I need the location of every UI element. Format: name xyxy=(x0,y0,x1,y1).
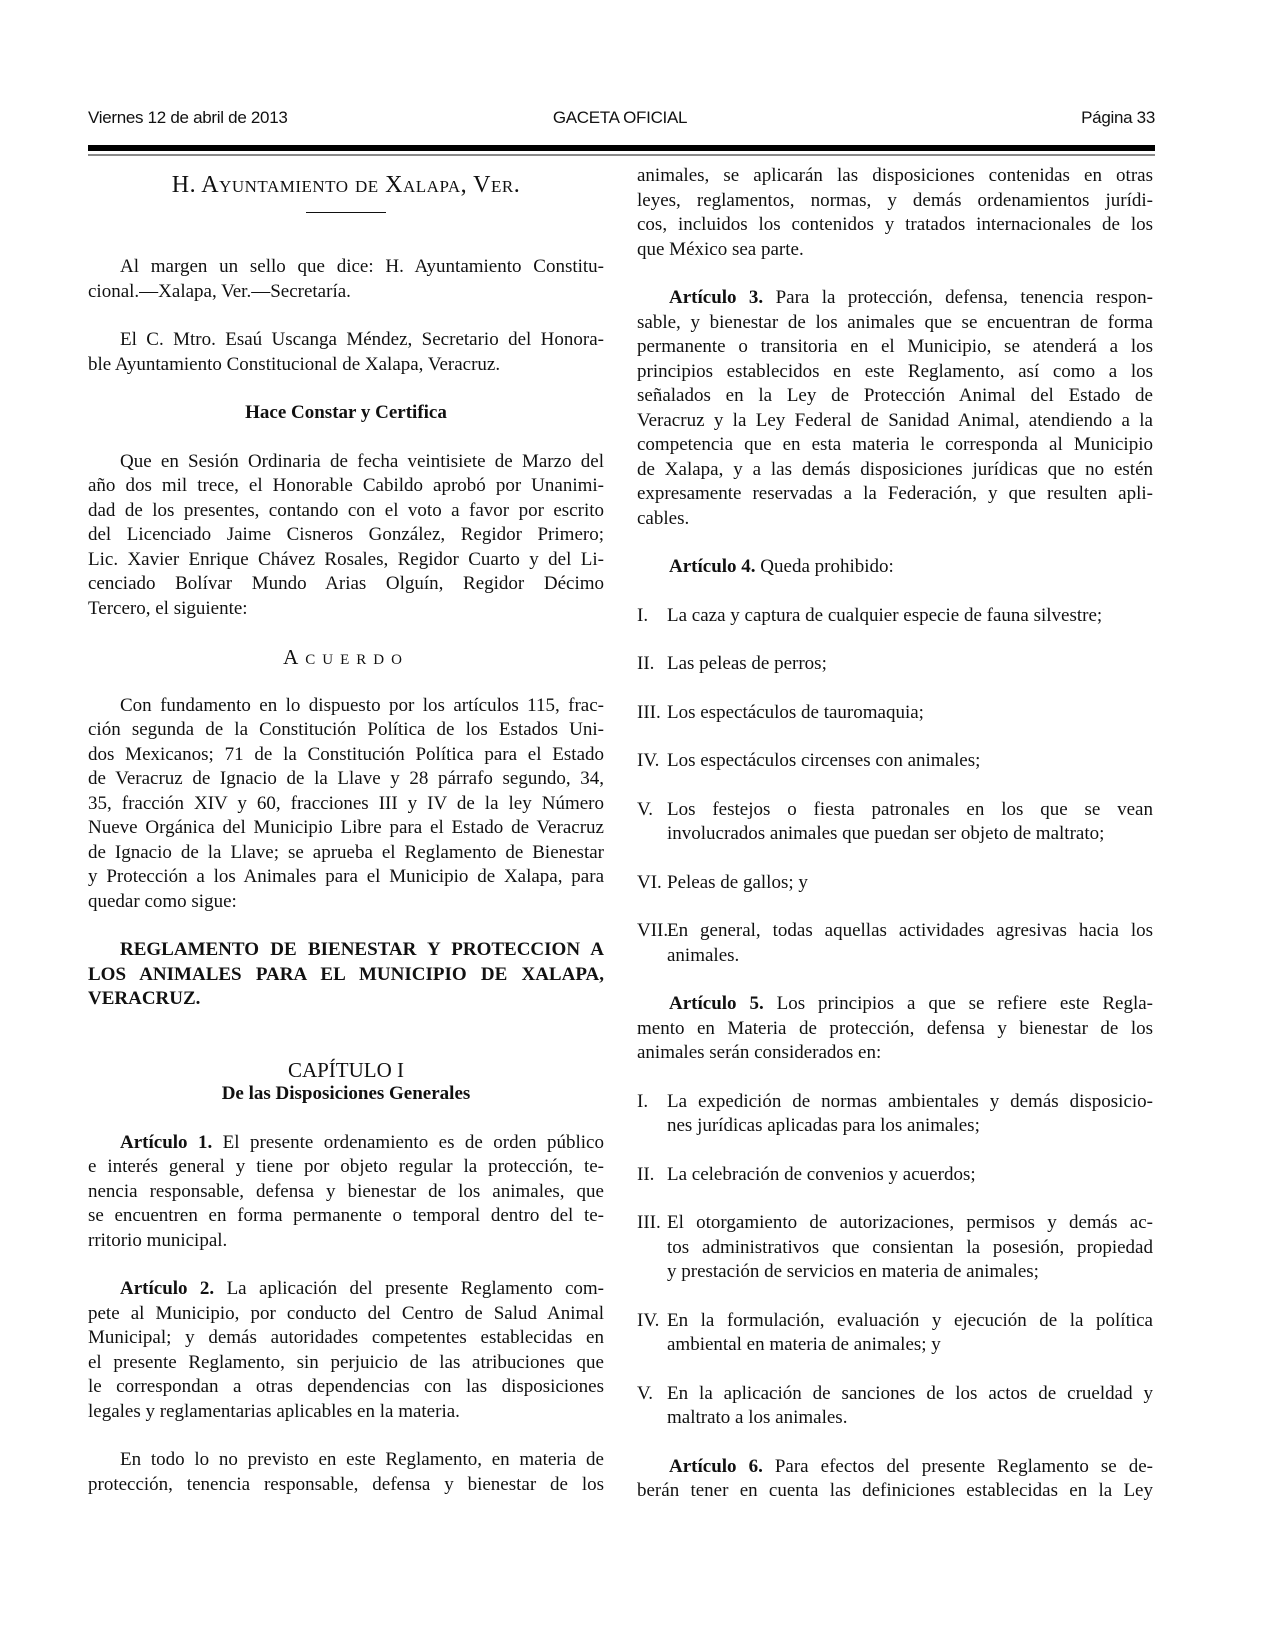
paragraph-line: Municipal; y demás autoridades competentes establecidas en xyxy=(88,1327,604,1348)
paragraph-line: Que en Sesión Ordinaria de fecha veintisiete de Marzo del xyxy=(120,450,604,472)
list-item-line: Peleas de gallos; y xyxy=(667,871,808,893)
list-item-line: La celebración de convenios y acuerdos; xyxy=(667,1163,976,1185)
paragraph-line: ción segunda de la Constitución Política de los Estados Uni- xyxy=(88,719,604,740)
paragraph-line xyxy=(88,1277,604,1302)
paragraph-line: expresamente reservadas a la Federación, y que resulten apli- xyxy=(637,483,1153,504)
paragraph-line: e interés general y tiene por objeto regular la protección, te- xyxy=(88,1156,604,1177)
paragraph-line: que México sea parte. xyxy=(637,238,804,260)
list-item xyxy=(637,1090,1153,1139)
list-item-line: maltrato a los animales. xyxy=(667,1407,848,1428)
paragraph-line: se encuentren en forma permanente o temporal dentro del te- xyxy=(88,1205,604,1226)
spacer xyxy=(637,774,1153,798)
paragraph-line xyxy=(637,992,1153,1017)
spacer xyxy=(637,1358,1153,1382)
paragraph-line: Veracruz y la Ley Federal de Sanidad Animal, atendiendo a la xyxy=(637,409,1153,431)
list-item xyxy=(637,749,1153,774)
header-publication: GACETA OFICIAL xyxy=(552,108,688,127)
secretary-paragraph xyxy=(88,328,604,377)
regulation-title-line: LOS ANIMALES PARA EL MUNICIPIO DE XALAPA, xyxy=(88,963,604,985)
paragraph-line: El C. Mtro. Esaú Uscanga Méndez, Secretario del Honora- xyxy=(120,329,604,350)
article-6 xyxy=(637,1455,1153,1504)
list-item-line: ambiental en materia de animales; y xyxy=(667,1334,941,1355)
right-column xyxy=(637,164,1153,1504)
paragraph-line: Lic. Xavier Enrique Chávez Rosales, Regidor Cuarto y del Li- xyxy=(88,548,604,570)
certify-heading: Hace Constar y Certifica xyxy=(245,402,447,423)
list-item-number: III. xyxy=(637,701,661,723)
article-4-list xyxy=(637,604,1153,993)
paragraph-line: dos Mexicanos; 71 de la Constitución Política para el Estado xyxy=(88,743,604,765)
list-item-line: La caza y captura de cualquier especie de fauna silvestre; xyxy=(667,604,1103,626)
header-page-number: Página 33 xyxy=(1081,108,1155,127)
paragraph-line: sable, y bienestar de los animales que se encuentran de forma xyxy=(637,311,1153,333)
paragraph-line: Con fundamento en lo dispuesto por los artículos 115, frac- xyxy=(120,694,604,716)
spacer xyxy=(637,1285,1153,1309)
list-item-number: VII. xyxy=(637,920,669,941)
paragraph-line: de Xalapa, y a las demás disposiciones jurídicas que no estén xyxy=(637,458,1153,480)
paragraph-line: En todo lo no previsto en este Reglamento, en materia de xyxy=(120,1449,604,1470)
article-label: Artículo 6. xyxy=(669,1455,763,1477)
list-item-line: Las peleas de perros; xyxy=(667,653,827,674)
paragraph-line: mento en Materia de protección, defensa y bienestar de los xyxy=(637,1017,1153,1039)
article-text: La aplicación del presente Reglamento com- xyxy=(214,1278,604,1299)
spacer xyxy=(637,847,1153,871)
list-item-number: V. xyxy=(637,798,654,820)
article-text: Para la protección, defensa, tenencia respon- xyxy=(763,287,1153,308)
spacer xyxy=(637,725,1153,749)
paragraph-line: señalados en la Ley de Protección Animal del Estado de xyxy=(637,385,1153,406)
agreement-heading: Acuerdo xyxy=(283,645,409,669)
list-item xyxy=(637,1309,1153,1358)
paragraph-line: dad de los presentes, contando con el voto a favor por escrito xyxy=(88,499,604,521)
article-2 xyxy=(88,1277,604,1424)
regulation-title-line: REGLAMENTO DE BIENESTAR Y PROTECCION A xyxy=(120,939,604,960)
header-rule-thick xyxy=(88,145,1155,151)
paragraph-line xyxy=(88,1131,604,1156)
list-item xyxy=(637,871,1153,896)
spacer xyxy=(637,895,1153,919)
paragraph-line: cables. xyxy=(637,507,690,529)
paragraph-line: animales serán considerados en: xyxy=(637,1042,882,1063)
list-item-line: En la formulación, evaluación y ejecución de la política xyxy=(667,1309,1153,1331)
list-item-line: tos administrativos que consientan la posesión, propiedad xyxy=(667,1236,1153,1258)
list-item-line: animales. xyxy=(667,944,740,966)
spacer xyxy=(637,1431,1153,1455)
article-text: El presente ordenamiento es de orden público xyxy=(212,1131,604,1153)
list-item-number: II. xyxy=(637,653,655,674)
article-label: Artículo 1. xyxy=(120,1131,213,1153)
spacer xyxy=(637,628,1153,652)
article-label: Artículo 3. xyxy=(669,287,764,308)
article-label: Artículo 2. xyxy=(120,1278,215,1299)
list-item-line: nes jurídicas aplicadas para los animales; xyxy=(667,1115,980,1136)
paragraph-line xyxy=(637,286,1153,311)
list-item xyxy=(637,701,1153,726)
list-item-number: V. xyxy=(637,1382,654,1404)
paragraph-line: 35, fracción XIV y 60, fracciones III y IV de la ley Número xyxy=(88,792,604,814)
left-column xyxy=(88,170,604,1497)
paragraph-line: Al margen un sello que dice: H. Ayuntamiento Constitu- xyxy=(120,256,604,277)
basis-paragraph xyxy=(88,694,604,915)
list-item-number: III. xyxy=(637,1212,661,1233)
regulation-title-line: VERACRUZ. xyxy=(88,988,201,1009)
list-item-line: En general, todas aquellas actividades agresivas hacia los xyxy=(667,920,1153,941)
list-item xyxy=(637,798,1153,847)
list-item-line: En la aplicación de sanciones de los actos de crueldad y xyxy=(667,1382,1153,1404)
article-5-list xyxy=(637,1090,1153,1455)
paragraph-line: leyes, reglamentos, normas, y demás ordenamientos jurídi- xyxy=(637,189,1153,211)
paragraph-line: cenciado Bolívar Mundo Arias Olguín, Regidor Décimo xyxy=(88,573,604,594)
paragraph-line: animales, se aplicarán las disposiciones contenidas en otras xyxy=(637,165,1153,186)
list-item-number: II. xyxy=(637,1163,655,1185)
list-item xyxy=(637,652,1153,677)
paragraph-line: y Protección a los Animales para el Municipio de Xalapa, para xyxy=(88,866,604,887)
list-item-line: y prestación de servicios en materia de animales; xyxy=(667,1261,1039,1282)
article-1 xyxy=(88,1131,604,1254)
list-item xyxy=(637,919,1153,968)
article-4 xyxy=(637,555,1153,992)
header-date: Viernes 12 de abril de 2013 xyxy=(88,108,288,127)
paragraph-line xyxy=(637,1455,1153,1480)
article-text: Queda prohibido: xyxy=(755,556,894,577)
list-item-line: El otorgamiento de autorizaciones, permisos y demás ac- xyxy=(667,1212,1153,1233)
paragraph-line: Nueve Orgánica del Municipio Libre para el Estado de Veracruz xyxy=(88,817,604,838)
article-text: Para efectos del presente Reglamento se de- xyxy=(762,1455,1153,1477)
paragraph-line: de Ignacio de la Llave; se aprueba el Reglamento de Bienestar xyxy=(88,841,604,863)
list-item xyxy=(637,1382,1153,1431)
regulation-title xyxy=(88,938,604,1012)
list-item xyxy=(637,1211,1153,1285)
chapter-heading: CAPÍTULO I xyxy=(287,1057,405,1082)
list-item-line: Los espectáculos circenses con animales; xyxy=(667,750,981,771)
chapter-subtitle: De las Disposiciones Generales xyxy=(221,1083,471,1104)
paragraph-line: nencia responsable, defensa y bienestar de los animales, que xyxy=(88,1180,604,1202)
header-rule-thin xyxy=(88,154,1155,156)
list-item-line: Los festejos o fiesta patronales en los que se vean xyxy=(667,798,1153,820)
spacer xyxy=(637,968,1153,992)
paragraph-line: quedar como sigue: xyxy=(88,890,237,912)
list-item-number: VI. xyxy=(637,871,662,893)
paragraph-line: le correspondan a otras dependencias con las disposiciones xyxy=(88,1376,604,1397)
spacer xyxy=(637,1187,1153,1211)
list-item-line: La expedición de normas ambientales y demás disposicio- xyxy=(667,1090,1153,1112)
paragraph-line: ble Ayuntamiento Constitucional de Xalapa, Veracruz. xyxy=(88,353,501,375)
spacer xyxy=(637,1139,1153,1163)
article-text: Los principios a que se refiere este Regla- xyxy=(763,993,1153,1014)
paragraph-line: año dos mil trece, el Honorable Cabildo aprobó por Unanimi- xyxy=(88,475,604,496)
list-item-number: I. xyxy=(637,1090,649,1112)
paragraph-line: del Licenciado Jaime Cisneros González, Regidor Primero; xyxy=(88,524,604,545)
paragraph-line: Tercero, el siguiente: xyxy=(88,597,248,619)
paragraph-line: protección, tenencia responsable, defensa y bienestar de los xyxy=(88,1473,604,1495)
paragraph-line: legales y reglamentarias aplicables en la materia. xyxy=(88,1400,460,1422)
list-item-number: IV. xyxy=(637,750,660,771)
paragraph-line: pete al Municipio, por conducto del Centro de Salud Animal xyxy=(88,1302,604,1324)
list-item-number: IV. xyxy=(637,1309,660,1331)
spacer xyxy=(637,677,1153,701)
article-5 xyxy=(637,992,1153,1455)
paragraph-line: berán tener en cuenta las definiciones establecidas en la Ley xyxy=(637,1480,1153,1501)
paragraph-line: permanente o transitoria en el Municipio, se atenderá a los xyxy=(637,336,1153,357)
paragraph-line: de Veracruz de Ignacio de la Llave y 28 párrafo segundo, 34, xyxy=(88,768,604,789)
article-label: Artículo 4. xyxy=(669,556,756,577)
list-item-number: I. xyxy=(637,604,649,626)
paragraph-line: cional.—Xalapa, Ver.—Secretaría. xyxy=(88,280,351,302)
article-label: Artículo 5. xyxy=(669,993,764,1014)
institution-title: H. Ayuntamiento de Xalapa, Ver. xyxy=(171,172,521,198)
article-3 xyxy=(637,286,1153,531)
seal-paragraph xyxy=(88,255,604,304)
paragraph-line: principios establecidos en este Reglamento, así como a los xyxy=(637,360,1153,382)
list-item xyxy=(637,604,1153,629)
paragraph-line: competencia que en esta materia le corresponda al Municipio xyxy=(637,434,1153,455)
session-paragraph xyxy=(88,450,604,622)
paragraph-line: el presente Reglamento, sin perjuicio de las atribuciones que xyxy=(88,1351,604,1373)
paragraph-line: cos, incluidos los contenidos y tratados internacionales de los xyxy=(637,214,1153,235)
list-item-line: Los espectáculos de tauromaquia; xyxy=(667,701,924,723)
paragraph-line: rritorio municipal. xyxy=(88,1229,228,1251)
list-item xyxy=(637,1163,1153,1188)
list-item-line: involucrados animales que puedan ser objeto de maltrato; xyxy=(667,823,1105,844)
unforeseen-paragraph xyxy=(88,1448,604,1497)
continuation-paragraph xyxy=(637,164,1153,262)
paragraph-line xyxy=(637,555,1153,580)
